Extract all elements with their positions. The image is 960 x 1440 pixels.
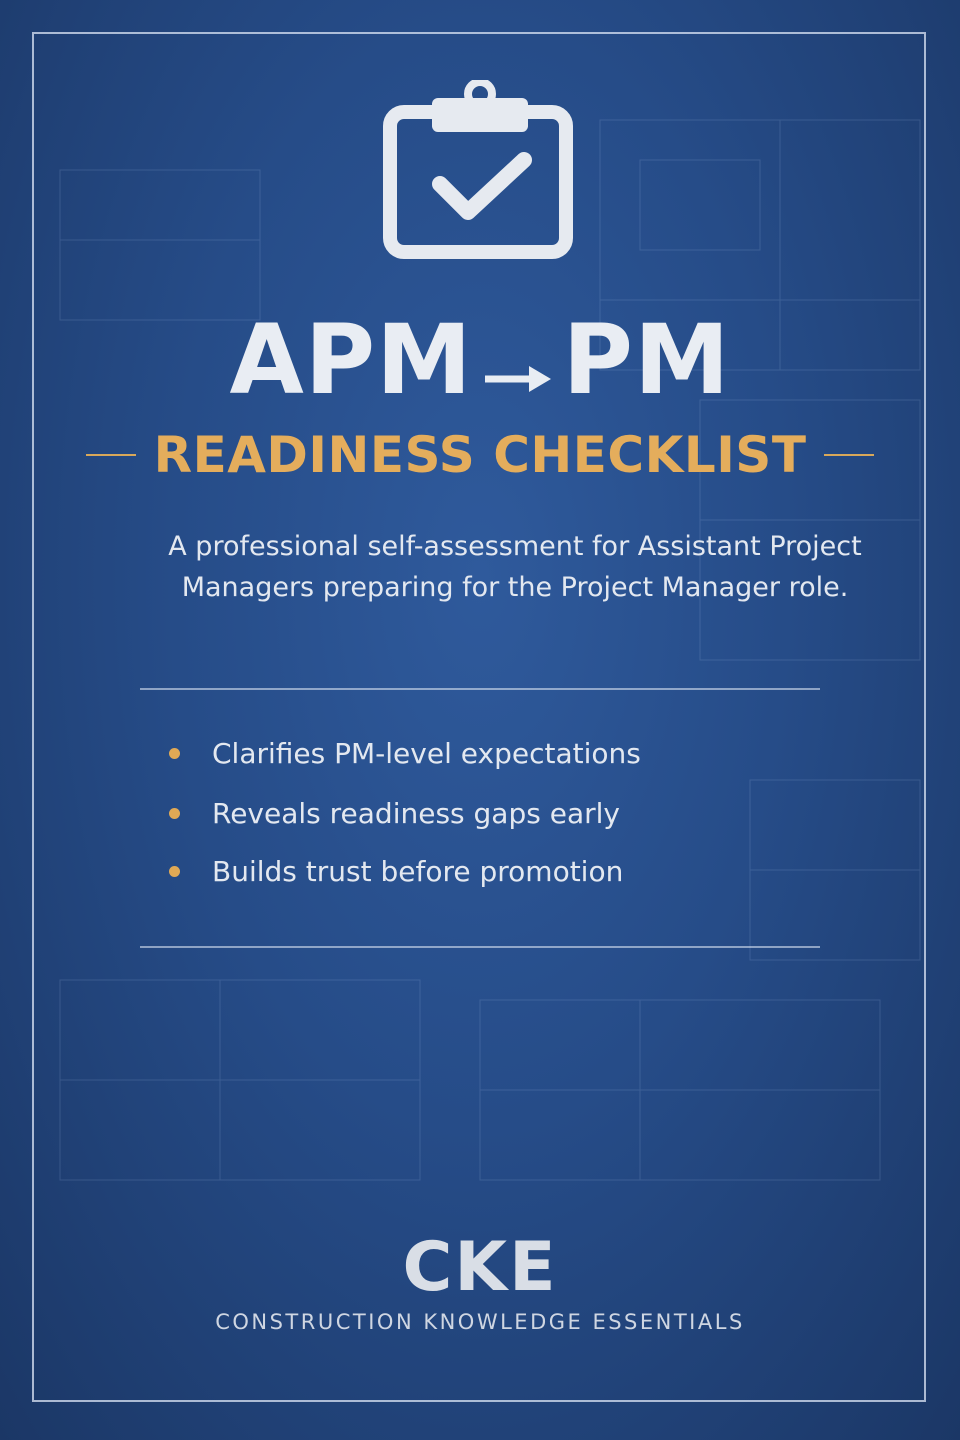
list-item-text: Builds trust before promotion	[212, 854, 624, 888]
subtitle-rule-right	[824, 454, 874, 456]
clipboard-check-icon	[380, 80, 580, 260]
list-item	[165, 788, 641, 838]
divider-bottom	[140, 946, 820, 948]
intro-text: A professional self-assessment for Assistant Project Managers preparing for the Project Manager role.	[168, 531, 862, 603]
list-item	[165, 846, 641, 896]
subtitle-rule-left	[86, 454, 136, 456]
bullet-dot-icon	[169, 748, 180, 759]
bullet-dot-icon	[169, 808, 180, 819]
brand-logo: CKE	[402, 1228, 558, 1307]
list-item-text: Reveals readiness gaps early	[212, 796, 620, 830]
subtitle-row	[0, 425, 960, 485]
benefits-list	[165, 728, 641, 906]
title-right: PM	[562, 304, 731, 416]
list-item-text: Clarifies PM-level expectations	[212, 736, 641, 770]
list-item	[165, 728, 641, 778]
headline-title	[0, 305, 960, 422]
bullet-dot-icon	[169, 866, 180, 877]
arrow-right-icon	[483, 306, 553, 416]
subtitle: READINESS CHECKLIST	[153, 426, 807, 484]
brand-name: CONSTRUCTION KNOWLEDGE ESSENTIALS	[215, 1310, 745, 1334]
divider-top	[140, 688, 820, 690]
title-left: APM	[229, 304, 473, 416]
